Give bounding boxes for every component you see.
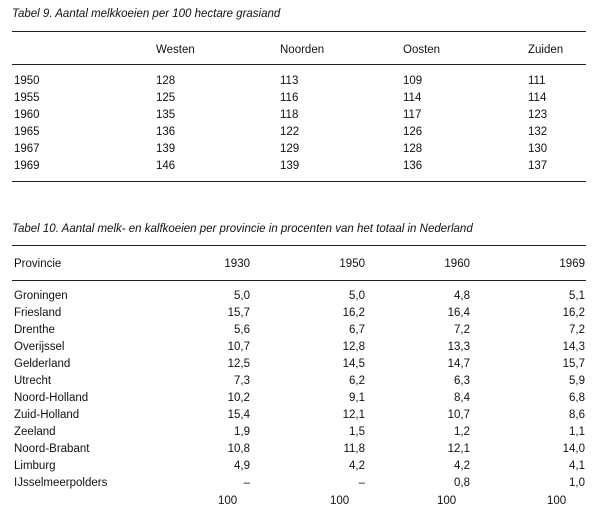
table10-total: 100 [330,495,350,507]
table10-cell: 1,5 [349,426,365,438]
table10-province: Utrecht [14,375,52,387]
table10-cell: 16,2 [342,307,365,319]
table10-cell: 0,8 [454,477,470,489]
table10-total: 100 [218,495,238,507]
table9-cell: 132 [528,126,548,138]
table10-cell: – [243,477,250,489]
table10-cell: 11,8 [343,443,365,455]
table10-province: Zuid-Holland [14,409,80,421]
table10-header-1950: 1950 [339,258,365,270]
table10-cell: 4,2 [454,460,470,472]
table9-header-westen: Westen [156,44,195,56]
table9-year: 1950 [14,75,40,87]
table10-cell: 1,9 [234,426,250,438]
table9-cell: 136 [156,126,176,138]
table9-header-noorden: Noorden [280,44,325,56]
table10-cell: 8,6 [569,409,585,421]
table10-cell: 4,9 [234,460,250,472]
table10-cell: 7,2 [454,324,470,336]
table9-cell: 116 [280,92,299,104]
table9-cell: 129 [280,143,300,155]
table9-cell: 122 [280,126,300,138]
table10-cell: 1,2 [454,426,470,438]
table9-cell: 114 [403,92,422,104]
table10-header-rule [12,280,586,281]
table10-cell: 12,1 [447,443,470,455]
table10-province: Zeeland [14,426,56,438]
table9-top-rule [12,31,586,32]
table9-cell: 118 [280,109,299,121]
table10-cell: 15,7 [227,307,250,319]
table9-cell: 128 [156,75,176,87]
table9-cell: 130 [528,143,548,155]
table10-cell: 14,3 [562,341,585,353]
table10-cell: 4,2 [349,460,365,472]
table10-cell: 5,9 [569,375,585,387]
table10-header-1930: 1930 [224,258,250,270]
table10-cell: 10,7 [227,341,250,353]
table10-total: 100 [437,495,457,507]
table10-cell: 1,1 [569,426,585,438]
table10-province: Limburg [14,460,56,472]
table9-header-oosten: Oosten [403,44,441,56]
table9-cell: 128 [403,143,423,155]
table10-province: Overijssel [14,341,65,353]
table9-cell: 113 [280,75,299,87]
table10-cell: 5,0 [349,290,365,302]
table10-cell: 10,8 [227,443,250,455]
table10-cell: 10,2 [227,392,250,404]
table10-province: Gelderland [14,358,71,370]
table9-cell: 136 [403,160,423,172]
table10-cell: 14,7 [447,358,470,370]
table10-province: Noord-Holland [14,392,89,404]
table10-header-1960: 1960 [444,258,470,270]
table9-cell: 146 [156,160,176,172]
table10-title: Tabel 10. Aantal melk- en kalfkoeien per provincie in procenten van het totaal in Nederland [12,223,473,235]
table9-cell: 109 [403,75,423,87]
table9-title: Tabel 9. Aantal melkkoeien per 100 hectare grasiand [12,8,281,20]
table10-cell: 12,8 [342,341,365,353]
table10-province: Noord-Brabant [14,443,90,455]
table10-province: Groningen [14,290,68,302]
table9-year: 1965 [14,126,40,138]
table10-cell: 6,8 [569,392,585,404]
table10-cell: 5,6 [234,324,250,336]
table9-year: 1967 [14,143,40,155]
table9-cell: 139 [280,160,300,172]
table10-header-1969: 1969 [559,258,585,270]
table10-cell: 7,3 [234,375,250,387]
table10-province: Drenthe [14,324,55,336]
table10-cell: 16,2 [562,307,585,319]
table9-year: 1969 [14,160,40,172]
table10-top-rule [12,245,586,246]
table9-year: 1960 [14,109,40,121]
table9-cell: 126 [403,126,423,138]
table10-cell: 1,0 [569,477,585,489]
table10-cell: 8,4 [454,392,470,404]
table10-cell: 13,3 [447,341,470,353]
table10-cell: 6,2 [349,375,365,387]
table10-cell: 12,1 [342,409,365,421]
table10-cell: 6,7 [349,324,365,336]
table9-year: 1955 [14,92,40,104]
table10-province: IJsselmeerpolders [14,477,108,489]
table9-cell: 123 [528,109,548,121]
table10-total: 100 [547,495,567,507]
table10-cell: – [358,477,365,489]
table10-cell: 5,1 [569,290,585,302]
table10-cell: 10,7 [447,409,470,421]
table10-province: Friesland [14,307,62,319]
table10-cell: 4,1 [569,460,585,472]
table9-cell: 135 [156,109,176,121]
table9-bottom-rule [12,181,586,182]
table10-cell: 4,8 [454,290,470,302]
table10-cell: 14,0 [562,443,585,455]
table9-cell: 139 [156,143,176,155]
table10-cell: 16,4 [447,307,470,319]
table9-cell: 125 [156,92,176,104]
table10-cell: 12,5 [227,358,250,370]
table10-cell: 5,0 [234,290,250,302]
table10-cell: 9,1 [349,392,365,404]
table10-header-provincie: Provincie [14,258,62,270]
table9-header-rule [12,64,586,65]
table9-cell: 111 [528,75,546,87]
table10-cell: 6,3 [454,375,470,387]
table10-cell: 15,4 [227,409,250,421]
table10-cell: 14,5 [342,358,365,370]
table9-cell: 117 [403,109,422,121]
table9-header-zuiden: Zuiden [528,44,564,56]
table10-cell: 15,7 [562,358,585,370]
table9-cell: 137 [528,160,548,172]
table9-cell: 114 [528,92,547,104]
table10-cell: 7,2 [569,324,585,336]
